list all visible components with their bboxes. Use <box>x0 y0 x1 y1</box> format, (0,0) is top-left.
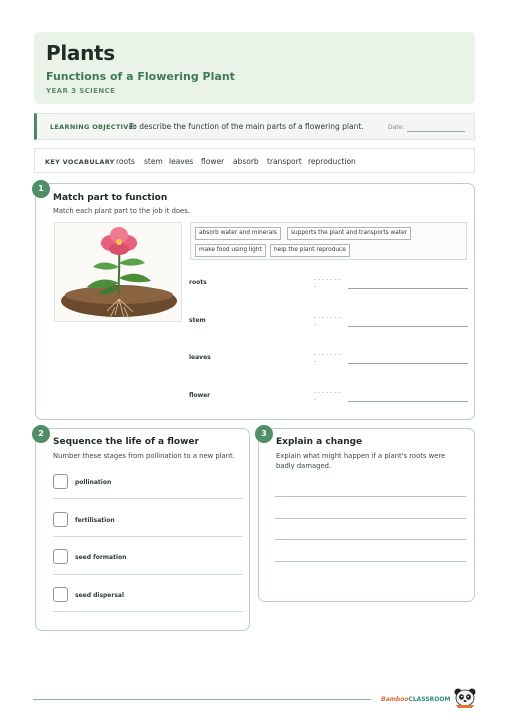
brand-logo-text <box>381 696 450 703</box>
vocab-word: absorb <box>233 157 259 166</box>
divider <box>53 611 243 612</box>
task-title: Explain a change <box>276 437 363 447</box>
writing-line[interactable] <box>275 539 466 540</box>
match-label-stem: stem <box>189 317 206 324</box>
task-sequence-card <box>35 428 250 631</box>
word-chip[interactable]: make food using light <box>195 244 266 257</box>
word-chip[interactable]: help the plant reproduce <box>270 244 350 257</box>
stage-label: seed dispersal <box>75 592 125 599</box>
divider <box>53 574 243 575</box>
brand-part-1: Bamboo <box>381 696 409 703</box>
panda-logo-icon <box>453 687 477 709</box>
match-label-leaves: leaves <box>189 354 211 361</box>
date-label: Date: <box>388 124 405 131</box>
match-label-flower: flower <box>189 392 211 399</box>
task-instruction: Explain what might happen if a plant's roots were badly damaged. <box>276 452 446 470</box>
word-bank <box>190 222 467 260</box>
footer-divider <box>33 699 371 700</box>
plant-illustration <box>54 222 182 322</box>
stage-number-box[interactable] <box>53 587 68 602</box>
word-chip[interactable]: supports the plant and transports water <box>287 227 411 240</box>
page-subtitle: Functions of a Flowering Plant <box>46 70 235 83</box>
task-title: Sequence the life of a flower <box>53 437 199 447</box>
task-instruction: Number these stages from pollination to a new plant. <box>53 452 235 460</box>
match-blank[interactable]: - - - - - - - - <box>314 314 341 328</box>
answer-line[interactable] <box>348 363 468 364</box>
worksheet-header <box>34 32 475 104</box>
task-number-badge: 1 <box>32 180 50 198</box>
answer-line[interactable] <box>348 288 468 289</box>
learning-objective-bar <box>34 113 475 140</box>
date-field[interactable] <box>407 131 465 132</box>
year-label: YEAR 3 SCIENCE <box>46 87 116 95</box>
task-instruction: Match each plant part to the job it does. <box>53 207 190 215</box>
divider <box>53 498 243 499</box>
objective-text: To describe the function of the main parts of a flowering plant. <box>129 122 364 131</box>
page-title: Plants <box>46 41 115 65</box>
stage-label: fertilisation <box>75 517 115 524</box>
vocab-word: roots <box>116 157 135 166</box>
word-chip[interactable]: absorb water and minerals <box>195 227 281 240</box>
vocab-word: transport <box>267 157 302 166</box>
task-number-badge: 3 <box>255 425 273 443</box>
task-number-badge: 2 <box>32 425 50 443</box>
match-blank[interactable]: - - - - - - - - <box>314 389 341 403</box>
vocab-word: reproduction <box>308 157 356 166</box>
objective-label: LEARNING OBJECTIVE: <box>50 123 137 131</box>
task-match-card <box>35 183 475 420</box>
match-blank[interactable]: - - - - - - - - <box>314 351 341 365</box>
match-label-roots: roots <box>189 279 207 286</box>
stage-label: seed formation <box>75 554 127 561</box>
vocabulary-label: KEY VOCABULARY <box>45 158 115 166</box>
stage-number-box[interactable] <box>53 549 68 564</box>
brand-part-2: CLASSROOM <box>408 696 451 703</box>
flowering-plant-illustration <box>55 223 182 322</box>
stage-number-box[interactable] <box>53 512 68 527</box>
writing-line[interactable] <box>275 496 466 497</box>
stage-label: pollination <box>75 479 112 486</box>
vocab-word: flower <box>201 157 225 166</box>
stage-number-box[interactable] <box>53 474 68 489</box>
answer-line[interactable] <box>348 401 468 402</box>
writing-line[interactable] <box>275 518 466 519</box>
writing-line[interactable] <box>275 561 466 562</box>
vocab-word: stem <box>144 157 163 166</box>
key-vocabulary-bar <box>34 148 475 173</box>
divider <box>53 536 243 537</box>
answer-line[interactable] <box>348 326 468 327</box>
vocab-word: leaves <box>169 157 194 166</box>
task-title: Match part to function <box>53 193 168 203</box>
match-blank[interactable]: - - - - - - - - <box>314 276 341 290</box>
task-explain-card <box>258 428 475 602</box>
